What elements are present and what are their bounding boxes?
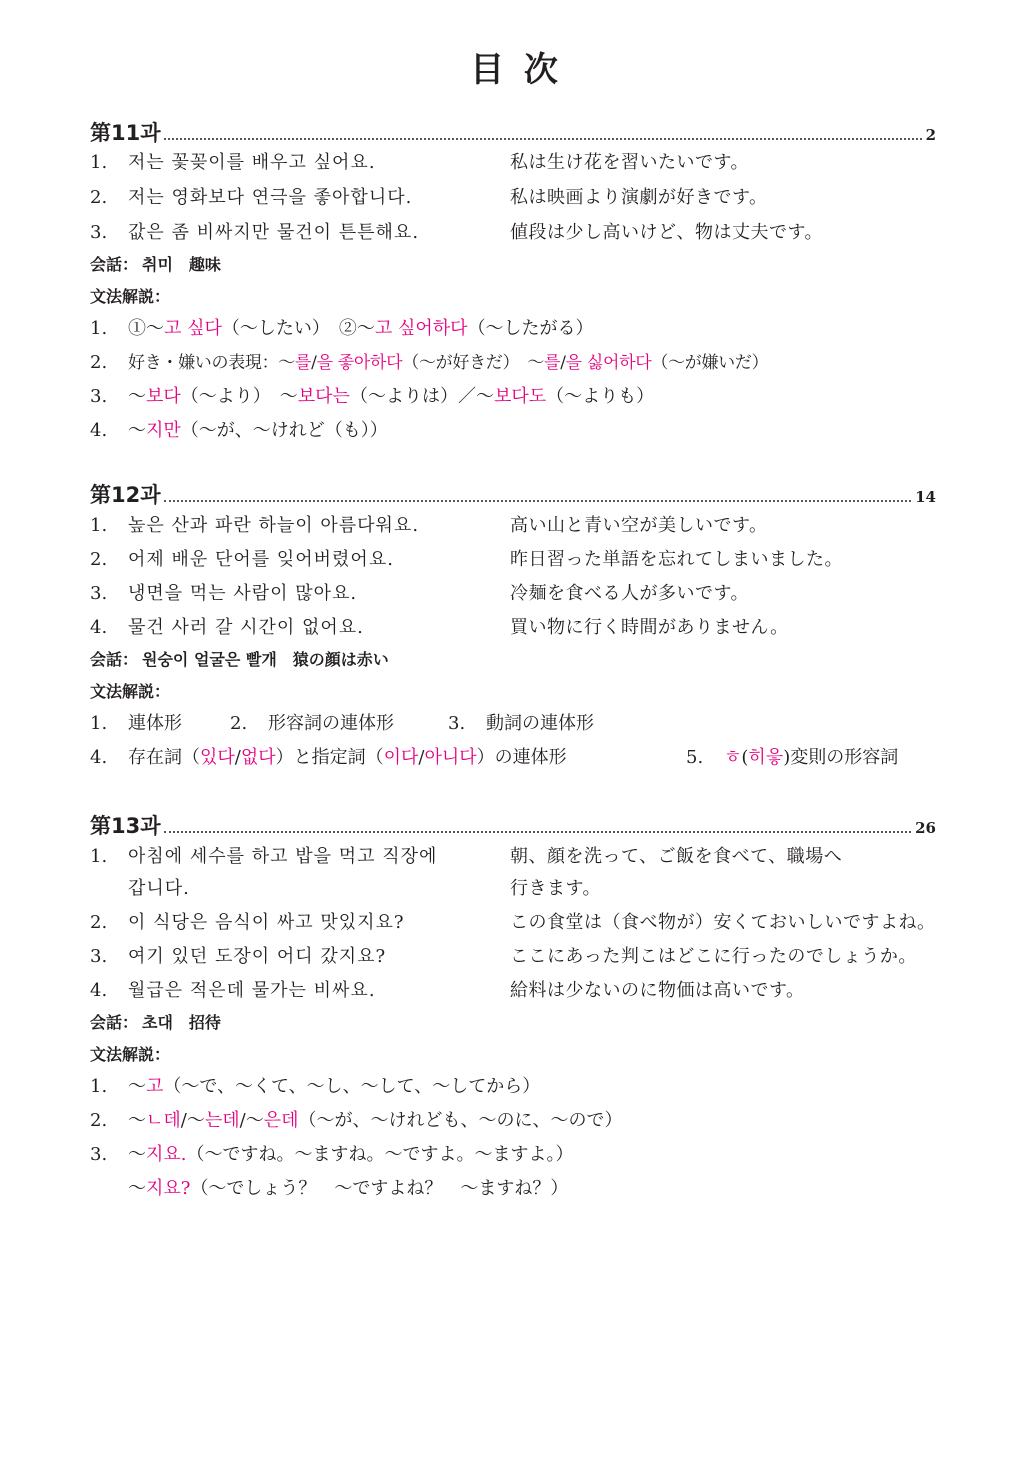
- grammar-korean-form: 는데: [204, 1110, 240, 1131]
- sentence-row: [90, 579, 940, 609]
- sentence-row: [90, 183, 940, 213]
- korean-sentence: 아침에 세수를 하고 밥을 먹고 직장에: [128, 846, 438, 867]
- grammar-text: 形容詞の連体形: [268, 713, 394, 734]
- grammar-korean-form: 지요.: [146, 1144, 187, 1165]
- conversation-title: 원숭이 얼굴은 빨개 猿の顔は赤い: [142, 650, 389, 669]
- item-number: 1.: [90, 152, 108, 173]
- grammar-text: 好き・嫌いの表現：～: [128, 353, 295, 373]
- section-title: 第11과: [90, 121, 161, 145]
- korean-sentence: 여기 있던 도장이 어디 갔지요?: [128, 946, 387, 967]
- grammar-text: （～が嫌いだ）: [651, 353, 769, 373]
- item-number: 3.: [90, 1144, 108, 1165]
- sentence-row: [90, 511, 940, 541]
- item-number: 4.: [90, 617, 108, 638]
- japanese-translation: この食堂は（食べ物が）安くておいしいですよね。: [510, 912, 936, 933]
- grammar-text: （～が、～けれども、～のに、～ので）: [298, 1110, 623, 1131]
- grammar-item: [90, 1140, 940, 1170]
- grammar-text: ～: [128, 420, 146, 441]
- item-number: 1.: [90, 1076, 108, 1097]
- sentence-row: [90, 613, 940, 643]
- grammar-korean-form: 아니다: [424, 747, 477, 768]
- grammar-text: ～: [128, 1144, 146, 1165]
- sentence-row: [90, 218, 940, 248]
- grammar-korean-form: 있다: [200, 747, 235, 768]
- item-number: 3.: [90, 222, 108, 243]
- page-number: 26: [915, 819, 936, 837]
- japanese-translation: 私は映画より演劇が好きです。: [510, 187, 768, 208]
- grammar-text: （～でしょう？ ～ですよね？ ～ますね？）: [190, 1178, 569, 1199]
- japanese-translation: ここにあった判こはどこに行ったのでしょうか。: [510, 946, 917, 967]
- conversation-heading: [90, 1008, 221, 1038]
- conversation-title: 초대 招待: [142, 1013, 221, 1032]
- grammar-korean-form: 보다: [146, 386, 181, 407]
- section-title: 第13과: [90, 814, 161, 838]
- japanese-translation: 値段は少し高いけど、物は丈夫です。: [510, 222, 824, 243]
- conversation-heading: [90, 645, 389, 675]
- grammar-text: 動詞の連体形: [486, 713, 594, 734]
- grammar-heading: 文法解説：: [90, 682, 171, 701]
- grammar-korean-form: 을 싫어하다: [565, 353, 652, 373]
- korean-sentence: 냉면을 먹는 사람이 많아요.: [128, 583, 358, 604]
- item-number: 1.: [90, 318, 108, 339]
- japanese-translation: 昨日習った単語を忘れてしまいました。: [510, 549, 843, 570]
- grammar-korean-form: 보다는: [297, 386, 350, 407]
- grammar-item: [90, 416, 940, 446]
- grammar-text: （～が、～けれど（も））: [180, 420, 388, 441]
- korean-sentence: 물건 사러 갈 시간이 없어요.: [128, 617, 364, 638]
- sentence-row: [90, 148, 940, 178]
- grammar-item: [90, 709, 940, 739]
- item-number: 4.: [90, 747, 108, 768]
- item-number: 3.: [90, 386, 108, 407]
- grammar-heading: 文法解説：: [90, 1045, 171, 1064]
- sentence-row: [90, 545, 940, 575]
- item-number: 2.: [90, 549, 108, 570]
- grammar-text: ～: [128, 1178, 146, 1199]
- japanese-translation: 給料は少ないのに物価は高いです。: [510, 980, 805, 1001]
- grammar-text: 連体形: [128, 713, 182, 734]
- grammar-korean-form: 히읗: [748, 747, 784, 768]
- item-number: 1.: [90, 515, 108, 536]
- grammar-text: ①～: [128, 318, 164, 339]
- grammar-korean-form: 지만: [146, 420, 181, 441]
- japanese-translation: 買い物に行く時間がありません。: [510, 617, 789, 638]
- item-number: 5.: [686, 747, 704, 768]
- grammar-text: （～したがる）: [467, 318, 594, 339]
- item-number: 4.: [90, 980, 108, 1001]
- grammar-text: （～よりは）／～: [349, 386, 494, 407]
- japanese-translation: 私は生け花を習いたいです。: [510, 152, 750, 173]
- item-number: 1.: [90, 713, 108, 734]
- conversation-label: 会話：: [90, 1013, 139, 1032]
- grammar-text: ～: [128, 1110, 146, 1131]
- section-11-heading[interactable]: [90, 118, 936, 146]
- item-number: 2.: [90, 1110, 108, 1131]
- grammar-text: （～が好きだ） ～: [402, 353, 545, 373]
- grammar-text: /: [234, 747, 241, 768]
- sentence-row: [90, 842, 940, 872]
- grammar-text: （～ですね。～ますね。～ですよ。～ますよ。）: [186, 1144, 574, 1165]
- grammar-text: （～よりも）: [546, 386, 655, 407]
- conversation-label: 会話：: [90, 650, 139, 669]
- page-number: 14: [915, 488, 936, 506]
- leader-dots: [164, 138, 922, 140]
- conversation-title: 취미 趣味: [142, 255, 221, 274]
- grammar-text: （～より） ～: [180, 386, 298, 407]
- grammar-text: /: [311, 353, 317, 373]
- sentence-row: [90, 942, 940, 972]
- grammar-korean-form: 를: [544, 353, 561, 373]
- grammar-text: /～: [239, 1110, 264, 1131]
- grammar-text: /: [418, 747, 425, 768]
- korean-sentence: 높은 산과 파란 하늘이 아름다워요.: [128, 515, 420, 536]
- grammar-text: （～で、～くて、～し、～して、～してから）: [163, 1076, 541, 1097]
- grammar-item: [90, 1106, 940, 1136]
- grammar-korean-form: 을 좋아하다: [316, 353, 403, 373]
- korean-sentence: 저는 영화보다 연극을 좋아합니다.: [128, 187, 413, 208]
- leader-dots: [164, 500, 912, 502]
- sentence-row: [90, 908, 940, 938]
- grammar-text: 存在詞（: [128, 747, 200, 768]
- grammar-korean-form: ㅎ: [724, 747, 742, 768]
- item-number: 2.: [230, 713, 248, 734]
- grammar-korean-form: 고: [146, 1076, 164, 1097]
- item-number: 2.: [90, 187, 108, 208]
- korean-sentence: 갑니다.: [128, 878, 190, 899]
- sentence-row: [90, 976, 940, 1006]
- page-number: 2: [925, 126, 936, 144]
- grammar-item: [90, 382, 940, 412]
- conversation-label: 会話：: [90, 255, 139, 274]
- grammar-text: ～: [128, 386, 146, 407]
- japanese-translation: 朝、顔を洗って、ご飯を食べて、職場へ: [510, 846, 843, 867]
- korean-sentence: 월급은 적은데 물가는 비싸요.: [128, 980, 376, 1001]
- grammar-korean-form: 고 싶다: [164, 318, 222, 339]
- section-12-heading[interactable]: [90, 480, 936, 508]
- section-13-heading[interactable]: [90, 811, 936, 839]
- grammar-text: （～したい） ②～: [221, 318, 375, 339]
- grammar-korean-form: ㄴ데: [146, 1110, 181, 1131]
- grammar-text: /～: [180, 1110, 205, 1131]
- grammar-item: [90, 348, 940, 378]
- japanese-translation: 高い山と青い空が美しいです。: [510, 515, 768, 536]
- grammar-text: ）と指定詞（: [275, 747, 384, 768]
- grammar-text: ）の連体形: [476, 747, 567, 768]
- grammar-korean-form: 고 싶어하다: [374, 318, 468, 339]
- item-number: 2.: [90, 912, 108, 933]
- grammar-item: [90, 1072, 940, 1102]
- grammar-korean-form: 지요?: [146, 1178, 191, 1199]
- grammar-korean-form: 없다: [240, 747, 276, 768]
- grammar-item: [90, 1174, 940, 1204]
- grammar-korean-form: 보다도: [493, 386, 547, 407]
- grammar-korean-form: 를: [295, 353, 312, 373]
- leader-dots: [164, 831, 912, 833]
- korean-sentence: 값은 좀 비싸지만 물건이 튼튼해요.: [128, 222, 420, 243]
- japanese-translation: 行きます。: [510, 878, 602, 899]
- japanese-translation: 冷麺を食べる人が多いです。: [510, 583, 750, 604]
- item-number: 3.: [90, 583, 108, 604]
- grammar-korean-form: 이다: [383, 747, 419, 768]
- korean-sentence: 이 식당은 음식이 싸고 맛있지요?: [128, 912, 405, 933]
- grammar-text: )変則の形容詞: [783, 747, 899, 768]
- grammar-text: (: [741, 747, 749, 768]
- grammar-item: [90, 743, 940, 773]
- page-title: 目 次: [470, 50, 562, 90]
- item-number: 3.: [448, 713, 466, 734]
- item-number: 2.: [90, 352, 108, 373]
- grammar-korean-form: 은데: [263, 1110, 299, 1131]
- korean-sentence: 어제 배운 단어를 잊어버렸어요.: [128, 549, 394, 570]
- item-number: 1.: [90, 846, 108, 867]
- item-number: 3.: [90, 946, 108, 967]
- grammar-text: ～: [128, 1076, 146, 1097]
- grammar-heading: 文法解説：: [90, 287, 171, 306]
- item-number: 4.: [90, 420, 108, 441]
- conversation-heading: [90, 250, 221, 280]
- korean-sentence: 저는 꽃꽂이를 배우고 싶어요.: [128, 152, 376, 173]
- grammar-text: /: [560, 353, 566, 373]
- grammar-item: [90, 314, 940, 344]
- sentence-row-continued: [90, 874, 940, 904]
- section-title: 第12과: [90, 483, 161, 507]
